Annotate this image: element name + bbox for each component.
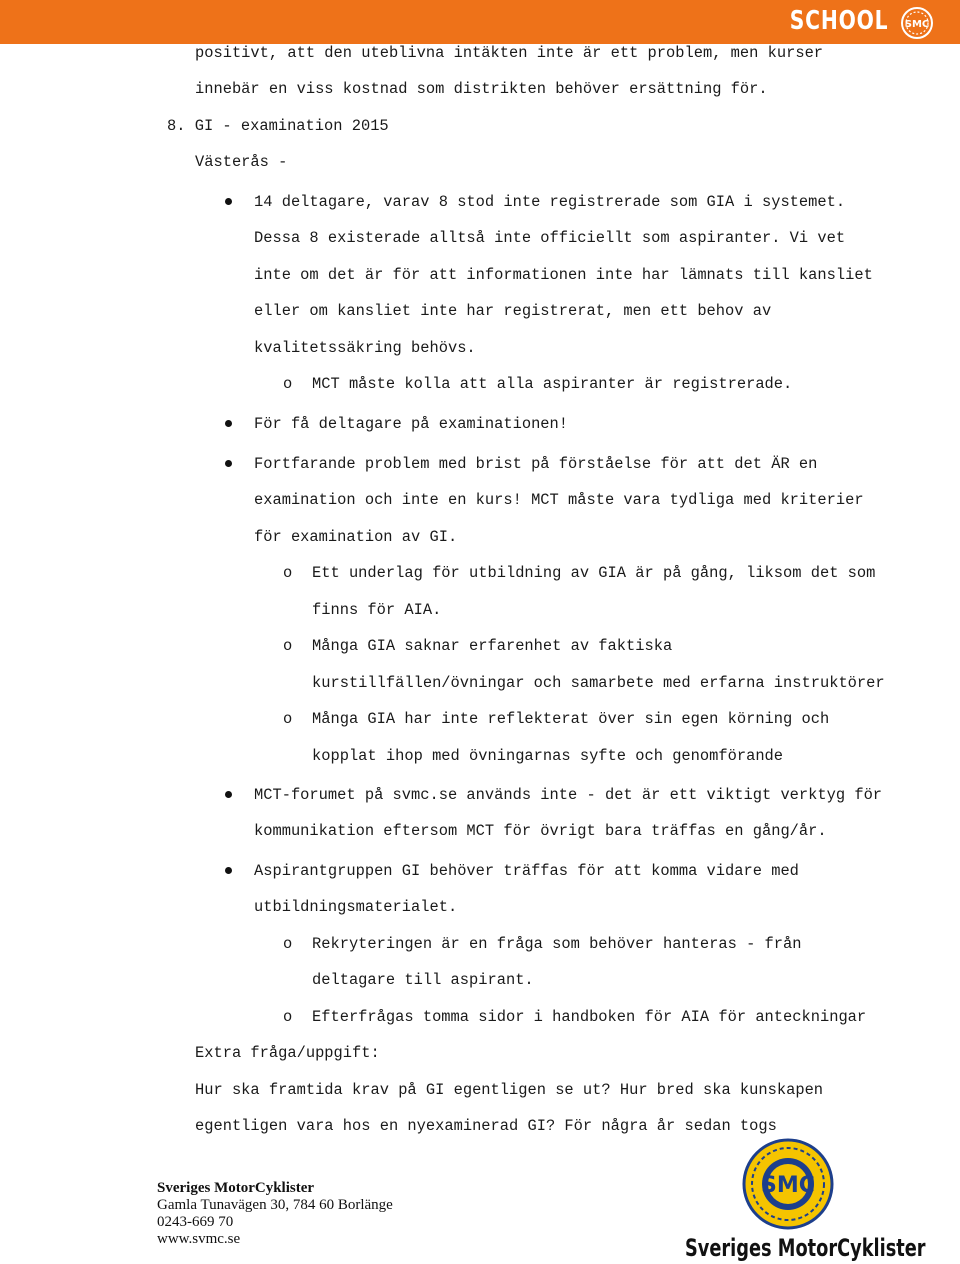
sub-list-item-cont: deltagare till aspirant. [312,971,534,989]
list-item: För få deltagare på examinationen! [254,415,569,433]
footer-phone: 0243-669 70 [157,1214,234,1230]
footer-brand: Sveriges MotorCyklister [685,1234,926,1262]
bullet-icon [225,420,232,427]
sub-bullet-marker: o [283,710,293,728]
sub-list-item: Efterfrågas tomma sidor i handboken för AIA för anteckningar [312,1008,867,1026]
text-line: egentligen vara hos en nyexaminerad GI? För några år sedan togs [195,1117,777,1135]
svg-text:SMC: SMC [904,19,930,30]
location-heading: Västerås - [195,153,288,171]
extra-heading: Extra fråga/uppgift: [195,1044,380,1062]
text-line: innebär en viss kostnad som distrikten behöver ersättning för. [195,80,768,98]
sub-bullet-marker: o [283,564,293,582]
footer-contact [157,1180,393,1248]
sub-list-item-cont: finns för AIA. [312,601,442,619]
smc-emblem-icon [742,1138,834,1230]
text-line: positivt, att den uteblivna intäkten inte är ett problem, men kurser [195,44,824,62]
footer-org: Sveriges MotorCyklister [157,1180,315,1196]
list-item-cont: inte om det är för att informationen inte har lämnats till kansliet [254,266,873,284]
bullet-icon [225,791,232,798]
sub-list-item-cont: kopplat ihop med övningarnas syfte och genomförande [312,747,784,765]
list-item-cont: Dessa 8 existerade alltså inte officiellt som aspiranter. Vi vet [254,229,846,247]
sub-list-item: Många GIA saknar erfarenhet av faktiska [312,637,673,655]
footer-address: Gamla Tunavägen 30, 784 60 Borlänge [157,1197,393,1213]
list-item: Fortfarande problem med brist på förståelse för att det ÄR en [254,455,818,473]
list-item: MCT-forumet på svmc.se används inte - det är ett viktigt verktyg för [254,786,883,804]
section-heading: 8. GI - examination 2015 [167,117,389,135]
list-item-cont: kvalitetssäkring behövs. [254,339,476,357]
list-item-cont: kommunikation eftersom MCT för övrigt bara träffas en gång/år. [254,822,827,840]
list-item-cont: utbildningsmaterialet. [254,898,458,916]
text-line: Hur ska framtida krav på GI egentligen se ut? Hur bred ska kunskapen [195,1081,824,1099]
footer-website: www.svmc.se [157,1231,241,1247]
list-item: Aspirantgruppen GI behöver träffas för att komma vidare med [254,862,799,880]
sub-bullet-marker: o [283,637,293,655]
sub-list-item: Rekryteringen är en fråga som behöver hanteras - från [312,935,802,953]
smc-logo-icon [900,6,934,40]
sub-bullet-marker: o [283,375,293,393]
list-item-cont: för examination av GI. [254,528,458,546]
list-item-cont: eller om kansliet inte har registrerat, men ett behov av [254,302,772,320]
sub-bullet-marker: o [283,1008,293,1026]
sub-list-item: Ett underlag för utbildning av GIA är på gång, liksom det som [312,564,876,582]
bullet-icon [225,198,232,205]
list-item: 14 deltagare, varav 8 stod inte registrerade som GIA i systemet. [254,193,846,211]
svg-text:SMC: SMC [761,1173,815,1198]
sub-list-item-cont: kurstillfällen/övningar och samarbete med erfarna instruktörer [312,674,885,692]
header-brand: SCHOOL [789,6,888,36]
bullet-icon [225,867,232,874]
sub-list-item: MCT måste kolla att alla aspiranter är registrerade. [312,375,793,393]
list-item-cont: examination och inte en kurs! MCT måste vara tydliga med kriterier [254,491,864,509]
sub-list-item: Många GIA har inte reflekterat över sin egen körning och [312,710,830,728]
bullet-icon [225,460,232,467]
sub-bullet-marker: o [283,935,293,953]
